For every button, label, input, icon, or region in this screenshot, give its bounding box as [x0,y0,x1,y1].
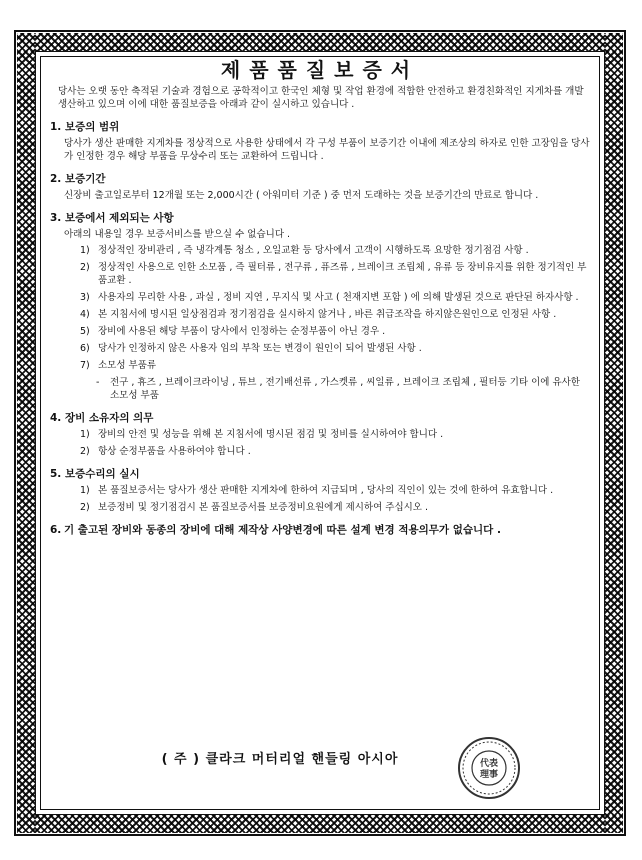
section-warranty-scope [50,121,590,163]
list-text: 본 지침서에 명시된 일상점검과 정기점검을 실시하지 않거나 , 바른 취급조작을 하지않은원인으로 인정된 사항 . [98,309,557,320]
list-item [80,501,590,514]
list-text: 보증정비 및 정기점검시 본 품질보증서를 보증정비요원에게 제시하여 주십시오 . [98,502,429,513]
list-number: 1) [80,429,90,440]
sub-list-dash: - [96,377,100,388]
list-number: 2) [80,446,90,457]
list-item [80,261,590,287]
list-item [80,291,590,304]
list-number: 3) [80,292,90,303]
list-text: 사용자의 무리한 사용 , 과실 , 정비 지연 , 무지식 및 사고 ( 천재지변 포함 ) 에 의해 발생된 것으로 판단된 하자사항 . [98,292,579,303]
section-warranty-service [50,468,590,514]
list-number: 5) [80,326,90,337]
list-text: 소모성 부품류 [98,360,157,371]
document-title: 제품품질보증서 [220,58,420,82]
list-item [80,308,590,321]
section-body: 아래의 내용일 경우 보증서비스를 받으실 수 없습니다 . [64,229,291,240]
list-item [80,325,590,338]
list-number: 7) [80,360,90,371]
section-body: 신장비 출고일로부터 12개월 또는 2,000시간 ( 아워미터 기준 ) 중 먼저 도래하는 것을 보증기간의 만료로 합니다 . [64,190,539,201]
section-heading: 5. 보증수리의 실시 [50,468,140,480]
sub-list-item [96,376,590,402]
section-number: 6. [50,524,62,536]
section-text: 기 출고된 장비와 동종의 장비에 대해 제작상 사양변경에 따른 설계 변경 적용의무가 없습니다 . [64,524,501,536]
list-number: 6) [80,343,90,354]
list-number: 2) [80,502,90,513]
list-number: 1) [80,245,90,256]
svg-text:代表: 代表 [479,759,499,769]
section-heading: 2. 보증기간 [50,173,106,185]
section-exclusions [50,212,590,402]
list-number: 4) [80,309,90,320]
section-design-change [50,524,590,537]
certificate-body [50,58,590,537]
section-heading: 3. 보증에서 제외되는 사항 [50,212,174,224]
section-owner-duties [50,412,590,458]
list-item [80,428,590,441]
sub-list-text: 전구 , 휴즈 , 브레이크라이닝 , 튜브 , 전기배선류 , 가스켓류 , 씨일류 , 브레이크 조립체 , 필터등 기타 이에 유사한 소모성 부품 [110,377,580,401]
section-body: 당사가 생산 판매한 지게차를 정상적으로 사용한 상태에서 각 구성 부품이 보증기간 이내에 제조상의 하자로 인한 고장임을 당사가 인정한 경우 해당 부품을 무상수리 또는 교환하여 드립니다 . [64,138,590,162]
list-item [80,244,590,257]
list-number: 2) [80,262,90,273]
company-seal-icon [457,736,521,800]
list-item [80,484,590,497]
list-item [80,342,590,355]
list-text: 장비의 안전 및 성능을 위해 본 지침서에 명시된 점검 및 정비를 실시하여야 합니다 . [98,429,444,440]
list-text: 본 품질보증서는 당사가 생산 판매한 지게차에 한하여 지급되며 , 당사의 직인이 있는 것에 한하여 유효합니다 . [98,485,554,496]
list-number: 1) [80,485,90,496]
list-text: 당사가 인정하지 않은 사용자 임의 부착 또는 변경이 원인이 되어 발생된 사항 . [98,343,422,354]
list-text: 항상 순정부품을 사용하여야 합니다 . [98,446,251,457]
section-warranty-period [50,173,590,202]
section-heading: 4. 장비 소유자의 의무 [50,412,154,424]
list-text: 정상적인 사용으로 인한 소모품 , 즉 필터류 , 전구류 , 퓨즈류 , 브레이크 조립체 , 유류 등 장비유지를 위한 정기적인 부품교환 . [98,262,587,286]
list-item [80,445,590,458]
intro-paragraph: 당사는 오랫 동안 축적된 기술과 경험으로 공학적이고 한국인 체형 및 작업 환경에 적합한 안전하고 환경친화적인 지게차를 개발 생산하고 있으며 이에 대한 품질보증을 아래과 같이 실시하고 있습니다 . [58,86,584,110]
company-name: ( 주 ) 클라크 머터리얼 핸들링 아시아 [161,752,399,767]
list-item [80,359,590,372]
section-heading: 1. 보증의 범위 [50,121,120,133]
list-text: 정상적인 장비관리 , 즉 냉각계통 청소 , 오일교환 등 당사에서 고객이 시행하도록 요망한 정기점검 사항 . [98,245,529,256]
svg-text:理事: 理事 [479,770,499,780]
list-text: 장비에 사용된 해당 부품이 당사에서 인정하는 순정부품이 아닌 경우 . [98,326,386,337]
